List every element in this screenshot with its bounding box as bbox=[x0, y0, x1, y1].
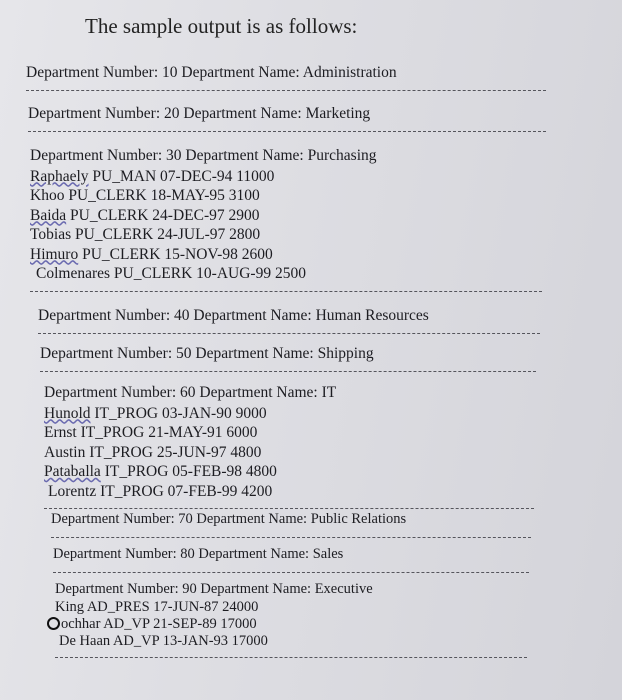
department-header: Department Number: 60 Department Name: IT bbox=[44, 384, 337, 401]
document-heading: The sample output is as follows: bbox=[85, 14, 358, 38]
employee-row bbox=[59, 633, 527, 650]
employee-details: AD_PRES 17-JUN-87 24000 bbox=[84, 599, 259, 615]
department-header: Department Number: 90 Department Name: Executive bbox=[55, 581, 373, 597]
dashed-separator bbox=[38, 333, 540, 334]
employee-row bbox=[55, 599, 527, 616]
employee-row bbox=[44, 423, 534, 443]
employee-details: PU_CLERK 24-JUL-97 2800 bbox=[71, 226, 261, 243]
employee-name: Baida bbox=[30, 206, 67, 224]
employee-details: AD_VP 13-JAN-93 17000 bbox=[110, 633, 268, 649]
employee-name: Colmenares bbox=[36, 265, 111, 282]
employee-row bbox=[30, 186, 542, 206]
employee-details: PU_CLERK 24-DEC-97 2900 bbox=[66, 206, 260, 224]
employee-row bbox=[44, 462, 534, 482]
department-block-20 bbox=[28, 104, 546, 132]
employee-name: Austin bbox=[44, 443, 86, 461]
dashed-separator bbox=[28, 131, 546, 132]
department-block-30 bbox=[30, 146, 542, 292]
employee-details: PU_CLERK 18-MAY-95 3100 bbox=[64, 187, 260, 204]
department-header: Department Number: 20 Department Name: Marketing bbox=[28, 105, 371, 122]
employee-details: IT_PROG 21-MAY-91 6000 bbox=[76, 424, 258, 441]
employee-name: Ernst bbox=[44, 424, 77, 441]
employee-details: PU_CLERK 15-NOV-98 2600 bbox=[78, 245, 273, 263]
employee-details: IT_PROG 07-FEB-99 4200 bbox=[96, 482, 273, 500]
employee-row bbox=[47, 616, 527, 633]
employee-name: Hunold bbox=[44, 404, 91, 422]
employee-row bbox=[30, 225, 542, 245]
employee-row bbox=[44, 404, 534, 424]
department-block-60 bbox=[44, 383, 534, 509]
dashed-separator bbox=[40, 371, 536, 372]
employee-details: PU_CLERK 10-AUG-99 2500 bbox=[110, 265, 306, 282]
employee-details: IT_PROG 25-JUN-97 4800 bbox=[85, 443, 262, 461]
department-block-50 bbox=[40, 344, 536, 372]
employee-details: AD_VP 21-SEP-89 17000 bbox=[100, 616, 257, 632]
department-block-40 bbox=[38, 306, 540, 334]
department-header: Department Number: 80 Department Name: Sales bbox=[53, 546, 344, 562]
dashed-separator bbox=[55, 657, 527, 658]
employee-name: King bbox=[55, 599, 84, 615]
employee-name: Tobias bbox=[30, 226, 72, 243]
dashed-separator bbox=[53, 572, 529, 573]
department-block-70 bbox=[51, 510, 531, 538]
employee-row bbox=[48, 482, 534, 502]
department-block-90 bbox=[55, 580, 527, 658]
circle-mark-icon bbox=[47, 617, 60, 630]
employee-name: Pataballa bbox=[44, 463, 101, 480]
department-header: Department Number: 10 Department Name: Administration bbox=[26, 64, 397, 81]
department-header: Department Number: 70 Department Name: Public Relations bbox=[51, 511, 407, 527]
employee-name: Himuro bbox=[30, 245, 79, 263]
employee-details: IT_PROG 03-JAN-90 9000 bbox=[90, 404, 267, 422]
department-header: Department Number: 30 Department Name: Purchasing bbox=[30, 147, 377, 164]
department-block-10 bbox=[26, 63, 546, 91]
employee-row bbox=[30, 206, 542, 226]
dashed-separator bbox=[30, 291, 542, 292]
department-header: Department Number: 40 Department Name: Human Resources bbox=[38, 307, 429, 324]
employee-row bbox=[30, 245, 542, 265]
dashed-separator bbox=[51, 537, 531, 538]
department-header: Department Number: 50 Department Name: Shipping bbox=[40, 345, 374, 362]
employee-details: IT_PROG 05-FEB-98 4800 bbox=[100, 463, 277, 480]
employee-name: De Haan bbox=[59, 633, 111, 649]
department-block-80 bbox=[53, 545, 529, 573]
employee-name: Khoo bbox=[30, 187, 65, 204]
employee-details: PU_MAN 07-DEC-94 11000 bbox=[88, 167, 275, 185]
dashed-separator bbox=[44, 508, 534, 509]
dashed-separator bbox=[26, 90, 546, 91]
employee-row bbox=[30, 167, 542, 187]
employee-name: Raphaely bbox=[30, 167, 89, 185]
employee-name: Lorentz bbox=[48, 482, 97, 500]
employee-name: ochhar bbox=[61, 616, 101, 632]
employee-row bbox=[36, 264, 542, 284]
employee-row bbox=[44, 443, 534, 463]
